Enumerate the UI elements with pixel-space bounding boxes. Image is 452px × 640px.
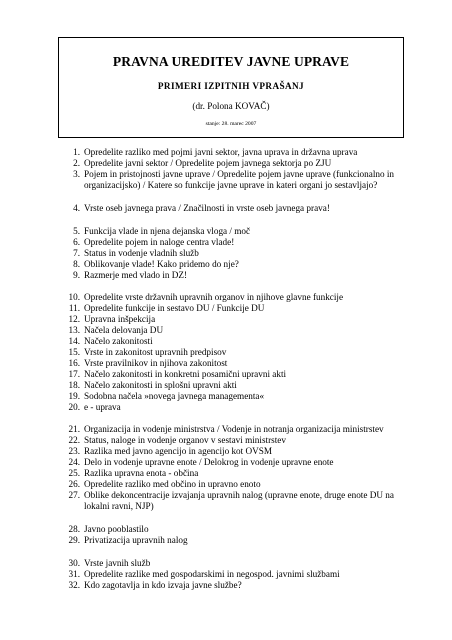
question-text: Načelo zakonitosti in konkretni posamični upravni akti (84, 369, 287, 379)
question-item (62, 248, 408, 259)
question-item (62, 380, 408, 391)
question-number: 8. (73, 259, 80, 269)
document-title: PRAVNA UREDITEV JAVNE UPRAVE (112, 54, 350, 69)
question-text: Delo in vodenje upravne enote / Delokrog in vodenje upravne enote (84, 457, 334, 467)
question-item (62, 369, 408, 380)
question-text: Organizacija in vodenje ministrstva / Vodenje in notranja organizacija ministrstev (84, 424, 384, 434)
question-item (62, 158, 408, 169)
question-item (62, 325, 408, 336)
question-text: Status, naloge in vodenje organov v sestavi ministrstev (84, 435, 286, 445)
question-number: 17. (68, 369, 80, 379)
question-item (62, 569, 408, 580)
question-item (62, 446, 408, 457)
question-text: Oblikovanje vlade! Kako pridemo do nje? (84, 259, 239, 269)
question-text: Pojem in pristojnosti javne uprave / Opredelite pojem javne uprave (funkcionalno in (84, 169, 394, 179)
question-item (62, 468, 408, 479)
question-number: 5. (73, 226, 80, 236)
question-item (62, 402, 408, 413)
question-item (62, 237, 408, 248)
question-number: 19. (68, 391, 80, 401)
question-number: 15. (68, 347, 80, 357)
question-item (62, 424, 408, 435)
question-number: 31. (68, 569, 80, 579)
question-text: Opredelite vrste državnih upravnih organov in njihove glavne funkcije (84, 292, 344, 302)
question-text: Razlika med javno agencijo in agencijo kot OVSM (84, 446, 273, 456)
question-text: Opredelite pojem in naloge centra vlade! (84, 237, 235, 247)
question-number: 16. (68, 358, 80, 368)
question-text: Opredelite funkcije in sestavo DU / Funkcije DU (84, 303, 265, 313)
question-item (62, 558, 408, 569)
question-item (62, 490, 408, 513)
question-number: 10. (68, 292, 80, 302)
question-number: 25. (68, 468, 80, 478)
question-text: Razlika upravna enota - občina (84, 468, 199, 478)
question-number: 7. (73, 248, 80, 258)
question-text: Opredelite javni sektor / Opredelite pojem javnega sektorja po ZJU (84, 158, 332, 168)
document-author: (dr. Polona KOVAČ) (192, 101, 270, 111)
question-item (62, 457, 408, 468)
question-number: 3. (73, 169, 80, 179)
question-number: 27. (68, 490, 80, 500)
question-number: 22. (68, 435, 80, 445)
question-text: Vrste javnih služb (84, 558, 151, 568)
question-text: Vrste in zakonitost upravnih predpisov (84, 347, 227, 357)
question-number: 30. (68, 558, 80, 568)
question-text: Vrste pravilnikov in njihova zakonitost (84, 358, 228, 368)
question-item (62, 435, 408, 446)
document-status-date: stanje: 28. marec 2007 (205, 121, 257, 127)
question-item (62, 259, 408, 270)
question-text: Oblike dekoncentracije izvajanja upravnih nalog (upravne enote, druge enote DU na (84, 490, 394, 500)
question-text: Sodobna načela »novega javnega managementa« (84, 391, 265, 401)
question-text: Načela delovanja DU (84, 325, 164, 335)
question-text: Upravna inšpekcija (84, 314, 156, 324)
question-number: 29. (68, 535, 80, 545)
question-text: Funkcija vlade in njena dejanska vloga / moč (84, 226, 251, 236)
question-item (62, 292, 408, 303)
question-item (62, 169, 408, 192)
question-item (62, 336, 408, 347)
question-text: Opredelite razliko med občino in upravno enoto (84, 479, 261, 489)
question-text-continued: organizacijsko) / Katere so funkcije javne uprave in kateri organi jo sestavljajo? (84, 180, 378, 191)
question-number: 2. (73, 158, 80, 168)
question-text: Javno pooblastilo (84, 524, 149, 534)
question-number: 13. (68, 325, 80, 335)
question-item (62, 347, 408, 358)
question-number: 1. (73, 147, 80, 157)
question-number: 9. (73, 270, 80, 280)
document-subtitle: PRIMERI IZPITNIH VPRAŠANJ (157, 81, 305, 91)
question-item (62, 580, 408, 591)
question-number: 14. (68, 336, 80, 346)
question-item (62, 358, 408, 369)
question-text: Status in vodenje vladnih služb (84, 248, 199, 258)
question-text: Privatizacija upravnih nalog (84, 535, 188, 545)
question-number: 21. (68, 424, 80, 434)
question-number: 23. (68, 446, 80, 456)
question-number: 18. (68, 380, 80, 390)
question-text: Opredelite razliko med pojmi javni sektor, javna uprava in državna uprava (84, 147, 358, 157)
question-text: Načelo zakonitosti (84, 336, 153, 346)
question-number: 20. (68, 402, 80, 412)
question-number: 32. (68, 580, 80, 590)
question-text: Kdo zagotavlja in kdo izvaja javne službe? (84, 580, 242, 590)
question-number: 4. (73, 203, 80, 213)
question-text: Vrste oseb javnega prava / Značilnosti in vrste oseb javnega prava! (84, 203, 330, 213)
header-box (58, 37, 404, 138)
question-item (62, 303, 408, 314)
question-item (62, 524, 408, 535)
question-text: Razmerje med vlado in DZ! (84, 270, 188, 280)
question-item (62, 314, 408, 325)
question-number: 24. (68, 457, 80, 467)
question-item (62, 270, 408, 281)
question-item (62, 479, 408, 490)
question-text: Opredelite razlike med gospodarskimi in negospod. javnimi službami (84, 569, 340, 579)
question-text: e - uprava (84, 402, 121, 412)
question-text: Načelo zakonitosti in splošni upravni akti (84, 380, 237, 390)
question-item (62, 147, 408, 158)
question-item (62, 226, 408, 237)
question-number: 6. (73, 237, 80, 247)
question-number: 11. (68, 303, 80, 313)
question-number: 12. (68, 314, 80, 324)
question-number: 26. (68, 479, 80, 489)
question-number: 28. (68, 524, 80, 534)
question-item (62, 535, 408, 546)
question-item (62, 203, 408, 214)
question-item (62, 391, 408, 402)
question-text-continued: lokalni ravni, NJP) (84, 501, 154, 512)
